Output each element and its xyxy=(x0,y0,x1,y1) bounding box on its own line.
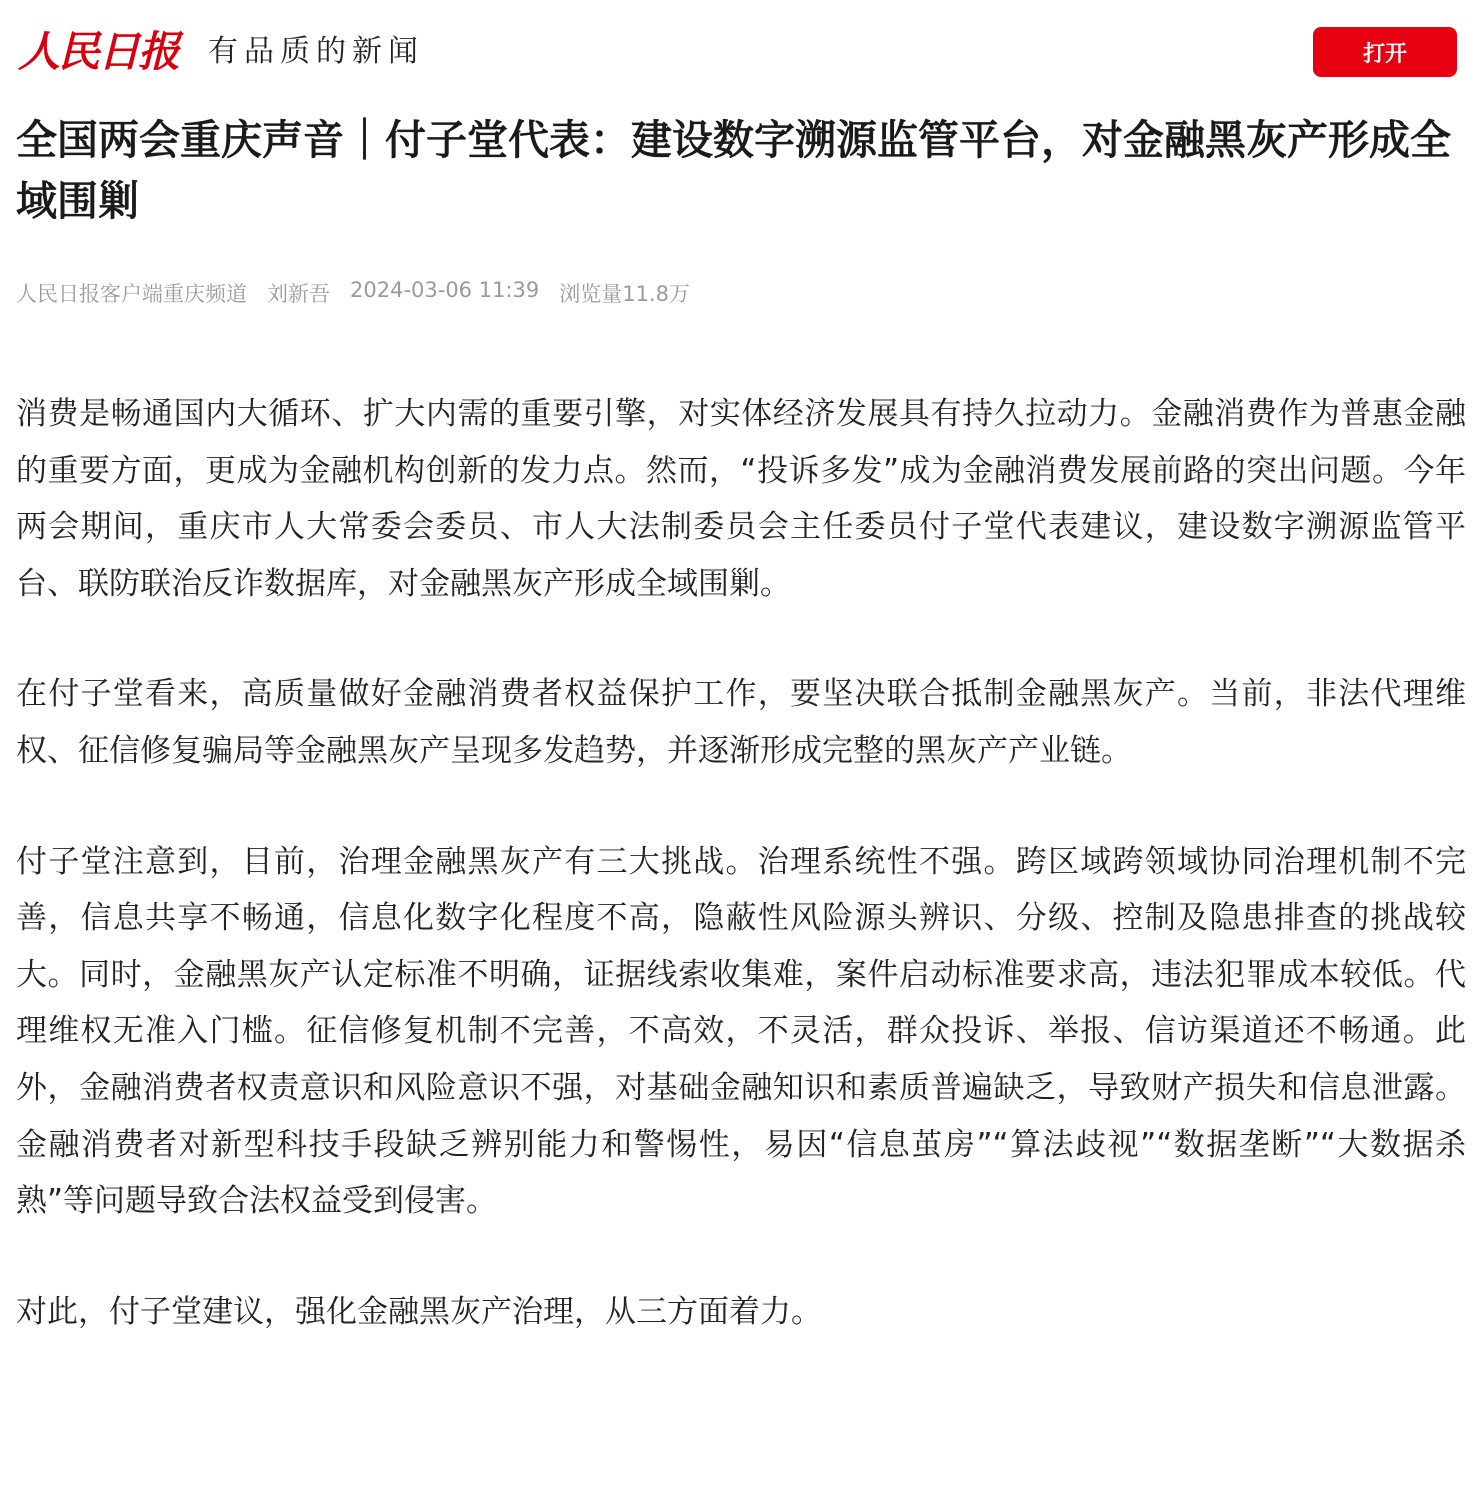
article-datetime: 2024-03-06 11:39 xyxy=(350,278,540,302)
article xyxy=(16,110,1466,1394)
article-source: 人民日报客户端重庆频道 xyxy=(16,282,247,306)
article-paragraph: 对此，付子堂建议，强化金融黑灰产治理，从三方面着力。 xyxy=(16,1293,822,1330)
logo-slogan: 有品质的新闻 xyxy=(208,34,425,69)
article-author: 刘新吾 xyxy=(267,282,330,306)
article-paragraph: 在付子堂看来，高质量做好金融消费者权益保护工作，要坚决联合抵制金融黑灰产。当前，非法代理维权、征信修复骗局等金融黑灰产呈现多发趋势，并逐渐形成完整的黑灰产产业链。 xyxy=(16,676,1466,769)
article-paragraph: 付子堂注意到，目前，治理金融黑灰产有三大挑战。治理系统性不强。跨区域跨领域协同治理机制不完善，信息共享不畅通，信息化数字化程度不高，隐蔽性风险源头辨识、分级、控制及隐患排查的挑战较大。同时，金融黑灰产认定标准不明确，证据线索收集难，案件启动标准要求高，违法犯罪成本较低。代理维权无准入门槛。征信修复机制不完善，不高效，不灵活，群众投诉、举报、信访渠道还不畅通。此外，金融消费者权责意识和风险意识不强，对基础金融知识和素质普遍缺乏，导致财产损失和信息泄露。金融消费者对新型科技手段缺乏辨别能力和警惕性，易因“信息茧房”“算法歧视”“数据垄断”“大数据杀熟”等问题导致合法权益受到侵害。 xyxy=(16,843,1466,1220)
top-app-banner xyxy=(0,0,1482,100)
article-meta xyxy=(16,278,1466,308)
article-body xyxy=(16,386,1466,1340)
article-paragraph: 消费是畅通国内大循环、扩大内需的重要引擎，对实体经济发展具有持久拉动力。金融消费作为普惠金融的重要方面，更成为金融机构创新的发力点。然而，“投诉多发”成为金融消费发展前路的突出问题。今年两会期间，重庆市人大常委会委员、市人大法制委员会主任委员付子堂代表建议，建设数字溯源监管平台、联防联治反诈数据库，对金融黑灰产形成全域围剿。 xyxy=(16,396,1466,602)
article-title: 全国两会重庆声音｜付子堂代表：建设数字溯源监管平台，对金融黑灰产形成全域围剿 xyxy=(16,116,1451,225)
open-app-button[interactable]: 打开 xyxy=(1313,27,1457,77)
peoples-daily-logo: 人民日报 xyxy=(18,27,179,76)
logo[interactable] xyxy=(18,24,424,80)
article-views: 浏览量11.8万 xyxy=(559,282,691,306)
